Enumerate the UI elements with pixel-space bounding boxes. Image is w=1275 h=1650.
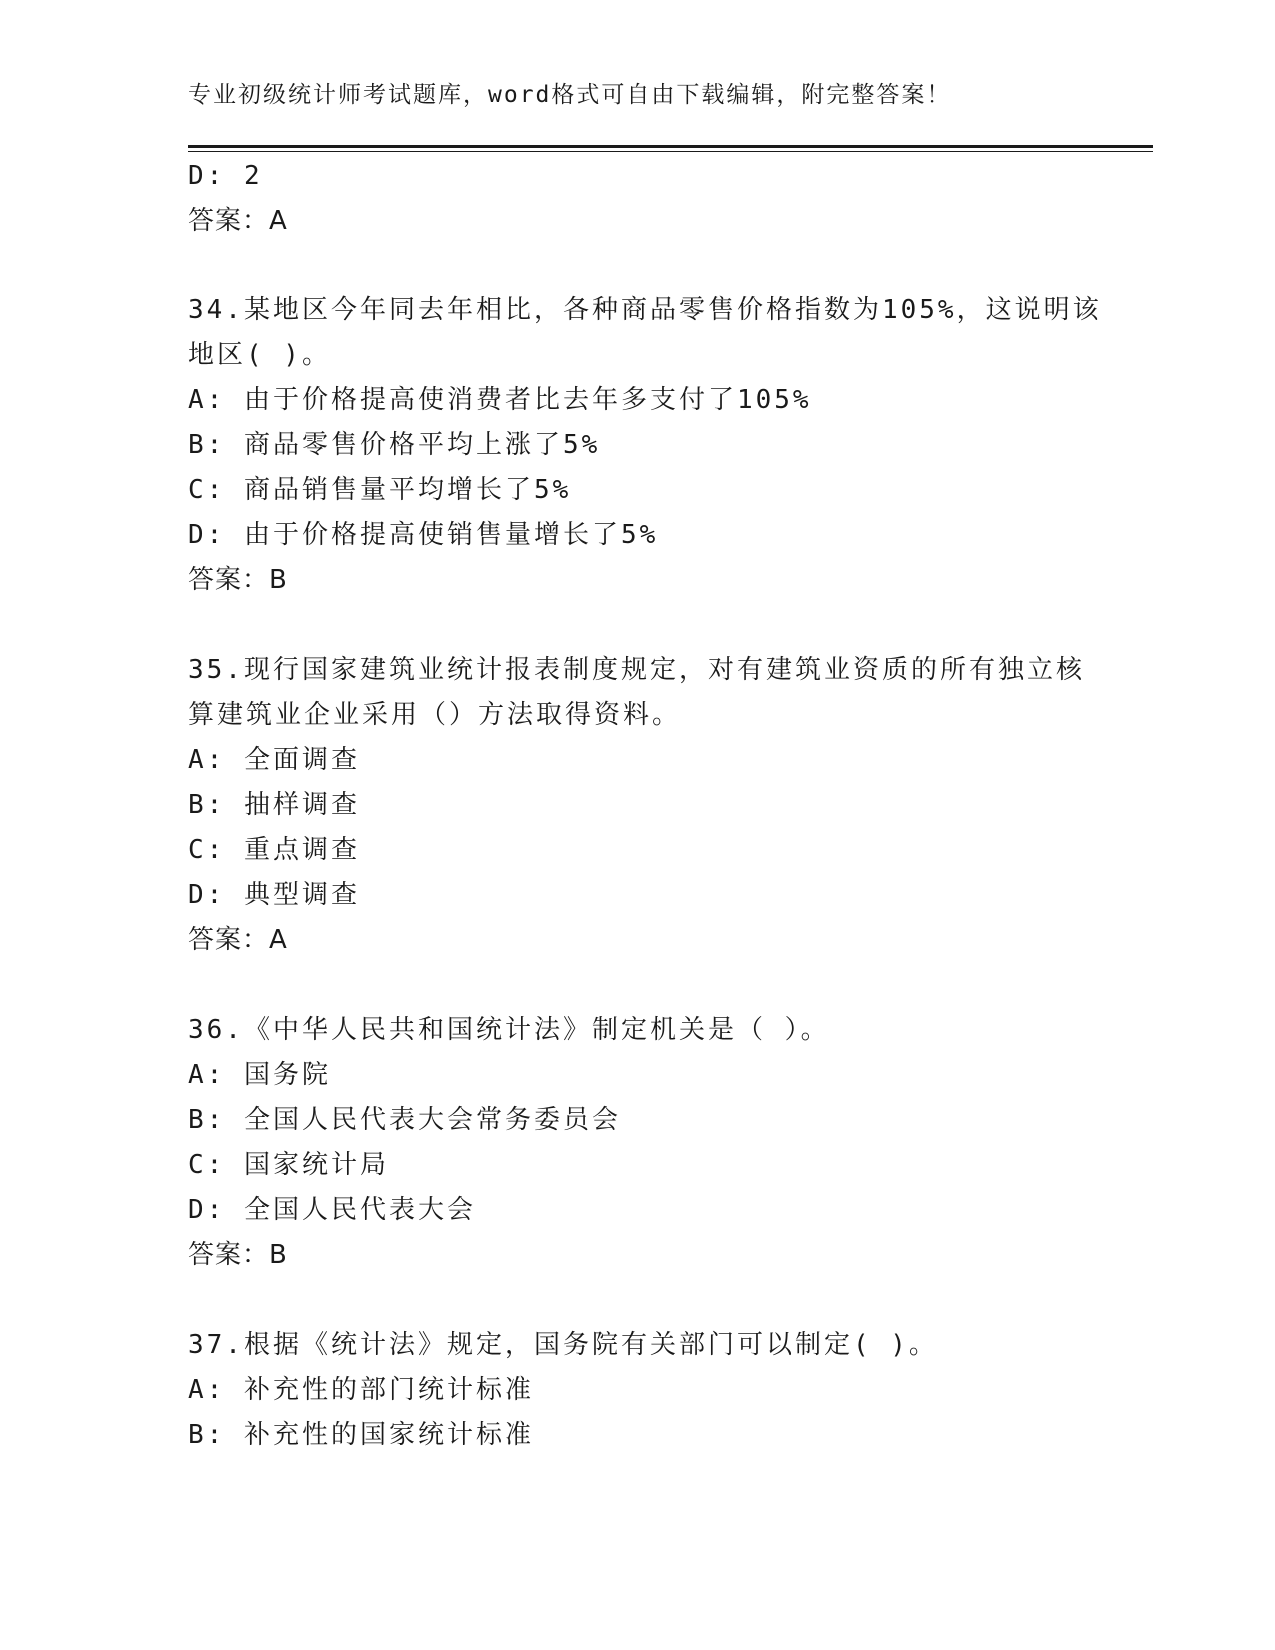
header-rule-thick [188,145,1153,148]
q36-answer: 答案：B [188,1240,288,1270]
q36-stem-line1: 36.《中华人民共和国统计法》制定机关是（ ）。 [188,1015,830,1045]
q36-option-d: D: 全国人民代表大会 [188,1195,476,1225]
q35-option-a: A: 全面调查 [188,745,360,775]
q35-answer: 答案：A [188,925,288,955]
q34-stem-line2: 地区( )。 [188,340,331,370]
q36-option-c: C: 国家统计局 [188,1150,389,1180]
q34-option-b: B: 商品零售价格平均上涨了5% [188,430,601,460]
q35-stem-line2: 算建筑业企业采用（）方法取得资料。 [188,700,682,730]
q34-option-d: D: 由于价格提高使销售量增长了5% [188,520,659,550]
q36-option-b: B: 全国人民代表大会常务委员会 [188,1105,621,1135]
q37-option-b: B: 补充性的国家统计标准 [188,1420,534,1450]
q34-option-a: A: 由于价格提高使消费者比去年多支付了105% [188,385,812,415]
q35-stem-line1: 35.现行国家建筑业统计报表制度规定，对有建筑业资质的所有独立核 [188,655,1085,685]
q35-option-c: C: 重点调查 [188,835,360,865]
q37-stem-line1: 37.根据《统计法》规定，国务院有关部门可以制定( )。 [188,1330,938,1360]
q35-option-b: B: 抽样调查 [188,790,360,820]
prev-option-d: D: 2 [188,161,263,191]
q34-option-c: C: 商品销售量平均增长了5% [188,475,572,505]
q34-stem-line1: 34.某地区今年同去年相比，各种商品零售价格指数为105%，这说明该 [188,295,1102,325]
header-rule-thin [188,151,1153,152]
q35-option-d: D: 典型调查 [188,880,360,910]
prev-answer: 答案：A [188,206,288,236]
q37-option-a: A: 补充性的部门统计标准 [188,1375,534,1405]
q34-answer: 答案：B [188,565,288,595]
q36-option-a: A: 国务院 [188,1060,331,1090]
page-header: 专业初级统计师考试题库，word格式可自由下载编辑，附完整答案！ [188,82,952,108]
